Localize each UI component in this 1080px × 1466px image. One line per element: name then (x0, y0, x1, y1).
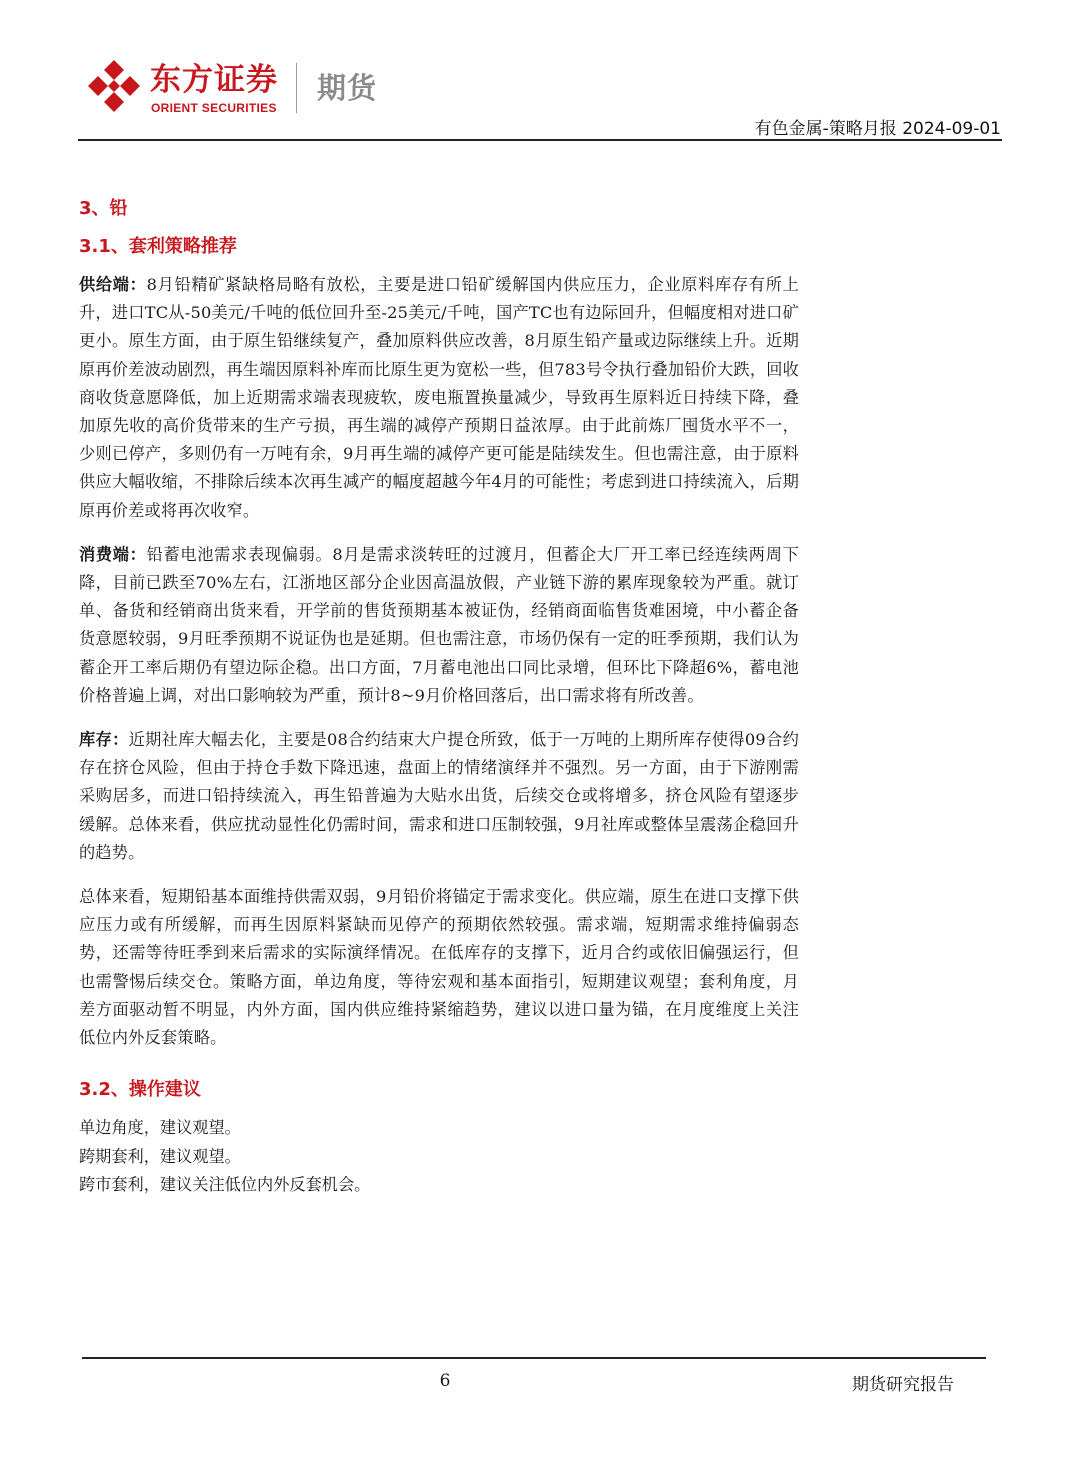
paragraph-summary (79, 883, 799, 1052)
subsection-heading-strategy: 3.1、套利策略推荐 (79, 236, 237, 257)
orient-logo-icon (88, 60, 140, 112)
operation-item: 跨市套利，建议关注低位内外反套机会。 (79, 1175, 371, 1195)
operation-item: 单边角度，建议观望。 (79, 1118, 241, 1138)
footer-divider (82, 1357, 986, 1359)
paragraph-text: 近期社库大幅去化，主要是08合约结束大户提仓所致，低于一万吨的上期所库存使得09合约存在挤仓风险，但由于持仓手数下降迅速，盘面上的情绪演绎并不强烈。另一方面，由于下游刚需采购居多，而进口铅持续流入，再生铅普遍为大贴水出货，后续交仓或将增多，挤仓风险有望逐步缓解。总体来看，供应扰动显性化仍需时间，需求和进口压制较强，9月社库或整体呈震荡企稳回升的趋势。 (79, 730, 800, 862)
paragraph-supply (79, 271, 799, 525)
paragraph-label: 供给端： (79, 275, 147, 294)
brand-name-en: ORIENT SECURITIES (151, 101, 277, 115)
paragraph-label: 消费端： (79, 544, 147, 564)
division-label: 期货 (317, 71, 378, 105)
page-header (0, 0, 1080, 140)
logo-divider (296, 63, 297, 113)
paragraph-inventory (79, 726, 799, 867)
subsection-heading-operations: 3.2、操作建议 (79, 1079, 201, 1101)
section-heading: 3、铅 (79, 198, 128, 219)
paragraph-text: 8月铅精矿紧缺格局略有放松，主要是进口铅矿缓解国内供应压力，企业原料库存有所上升，进口TC从-50美元/千吨的低位回升至-25美元/千吨，国产TC也有边际回升，但幅度相对进口矿更小。原生方面，由于原生铅继续复产，叠加原料供应改善，8月原生铅产量或边际继续上升。近期原再价差波动剧烈，再生端因原料补库而比原生更为宽松一些，但783号令执行叠加铅价大跌，回收商收货意愿降低，加上近期需求端表现疲软，废电瓶置换量减少，导致再生原料近日持续下降，叠加原先收的高价货带来的生产亏损，再生端的减停产预期日益浓厚。由于此前炼厂囤货水平不一，少则已停产，多则仍有一万吨有余，9月再生端的减停产更可能是陆续发生。但也需注意，由于原料供应大幅收缩，不排除后续本次再生减产的幅度超越今年4月的可能性；考虑到进口持续流入，后期原再价差或将再次收窄。 (79, 275, 799, 520)
brand-name-cn: 东方证券 (150, 62, 278, 98)
document-title: 有色金属-策略月报 2024-09-01 (754, 119, 1001, 139)
page-number: 6 (439, 1371, 451, 1391)
paragraph-label: 库存： (79, 730, 129, 750)
paragraph-text: 总体来看，短期铅基本面维持供需双弱，9月铅价将锚定于需求变化。供应端，原生在进口支撑下供应压力或有所缓解，而再生因原料紧缺而见停产的预期依然较强。需求端，短期需求维持偏弱态势，还需等待旺季到来后需求的实际演绎情况。在低库存的支撑下，近月合约或依旧偏强运行，但也需警惕后续交仓。策略方面，单边角度，等待宏观和基本面指引，短期建议观望；套利角度，月差方面驱动暂不明显，内外方面，国内供应维持紧缩趋势，建议以进口量为锚，在月度维度上关注低位内外反套策略。 (79, 887, 799, 1048)
paragraph-text: 铅蓄电池需求表现偏弱。8月是需求淡转旺的过渡月，但蓄企大厂开工率已经连续两周下降，目前已跌至70%左右，江浙地区部分企业因高温放假，产业链下游的累库现象较为严重。就订单、备货和经销商出货来看，开学前的售货预期基本被证伪，经销商面临售货难困境，中小蓄企备货意愿较弱，9月旺季预期不说证伪也是延期。但也需注意，市场仍保有一定的旺季预期，我们认为蓄企开工率后期仍有望边际企稳。出口方面，7月蓄电池出口同比录增，但环比下降超6%，蓄电池价格普遍上调，对出口影响较为严重，预计8~9月价格回落后，出口需求将有所改善。 (79, 544, 799, 705)
operation-item: 跨期套利，建议观望。 (79, 1146, 241, 1166)
header-divider (78, 139, 1002, 141)
footer-label: 期货研究报告 (852, 1375, 954, 1395)
main-content (79, 193, 799, 1200)
paragraph-demand (79, 541, 799, 710)
